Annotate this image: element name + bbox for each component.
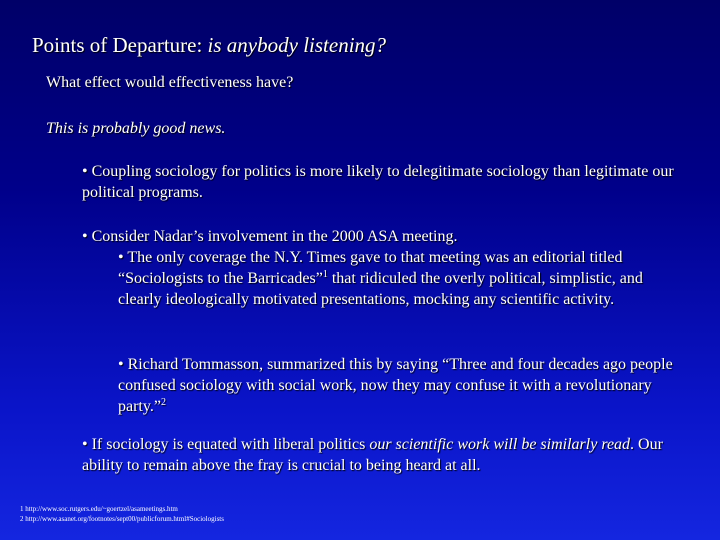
bullet-coupling: • Coupling sociology for politics is more likely to delegitimate sociology than legitimate our political programs. — [82, 163, 674, 201]
bullet-tommasson — [118, 354, 678, 417]
bullet-liberal-end: . Our ability to remain above the fray is crucial to being heard at all. — [82, 436, 663, 474]
slide-subtitle: What effect would effectiveness have? — [46, 74, 294, 91]
bullet-tommasson-text: • Richard Tommasson, summarized this by saying “Three and four decades ago people confused sociology with social work, now they may confuse it with a revolutionary party.” — [118, 356, 673, 415]
bullet-nadar — [82, 226, 682, 310]
bullet-nyt-coverage — [82, 247, 682, 310]
footnote-2[interactable]: 2 http://www.asanet.org/footnotes/sept00/publicforum.html#Sociologists — [20, 515, 224, 523]
footnote-ref-1: 1 — [322, 269, 328, 280]
slide-note: This is probably good news. — [46, 120, 226, 137]
bullet-nyt-text-before: • The only coverage the N.Y. Times gave to that meeting was an editorial titled “Sociologists to the Barricades” — [118, 249, 623, 287]
title-emphasis: is anybody listening? — [207, 33, 387, 57]
footnote-ref-2: 2 — [160, 397, 166, 408]
title-lead: Points of Departure: — [32, 33, 208, 57]
footnote-1[interactable]: 1 http://www.soc.rutgers.edu/~goertzel/asameetings.htm — [20, 505, 178, 513]
footnotes — [20, 504, 224, 524]
bullet-liberal-italic: our scientific work will be similarly read — [369, 436, 631, 453]
bullet-nadar-main: • Consider Nadar’s involvement in the 2000 ASA meeting. — [82, 228, 458, 245]
slide-title — [32, 33, 386, 58]
bullet-liberal-start: • If sociology is equated with liberal politics — [82, 436, 370, 453]
bullet-liberal-politics — [82, 434, 682, 476]
bullet-nyt-text-after: that ridiculed the overly political, simplistic, and clearly ideologically motivated presentations, mocking any scientific activity. — [118, 270, 643, 308]
